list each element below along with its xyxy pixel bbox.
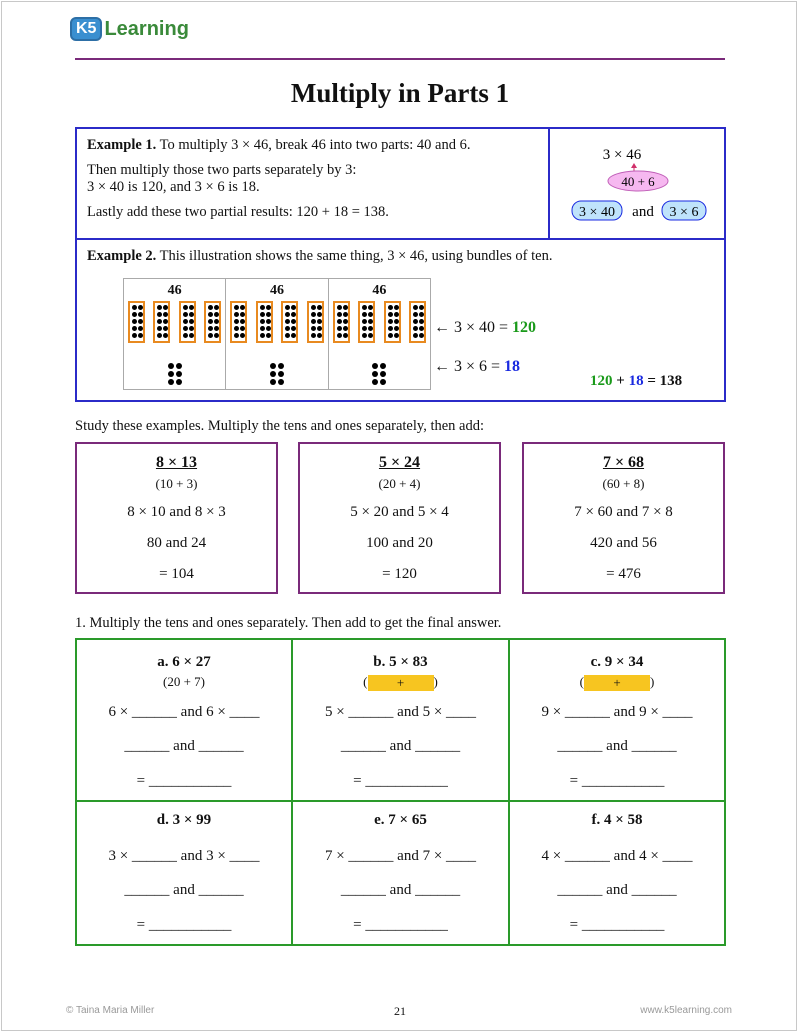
bundle-panel — [124, 279, 226, 389]
ten-bundle — [307, 301, 324, 343]
study-problem: 8 × 13 — [155, 454, 198, 471]
top-rule — [75, 58, 725, 60]
bundle-label: 46 — [372, 283, 387, 298]
ten-bundle — [204, 301, 221, 343]
parts-highlight[interactable]: + — [584, 675, 650, 691]
study-line3: = 476 — [606, 566, 641, 582]
ones-dots — [372, 363, 386, 385]
example-1-text3: 3 × 40 is 120, and 3 × 6 is 18. — [87, 179, 260, 195]
tens-product-line — [434, 319, 536, 337]
study-line1: 8 × 10 and 8 × 3 — [127, 504, 226, 520]
page-title: Multiply in Parts 1 — [290, 78, 510, 108]
ten-bundle — [384, 301, 401, 343]
study-parts: (10 + 3) — [155, 476, 198, 491]
answer-line-2[interactable]: ______ and ______ — [124, 738, 244, 754]
bundle-label: 46 — [269, 283, 284, 298]
answer-line-3[interactable]: = ___________ — [353, 773, 448, 789]
problem-parts — [293, 674, 508, 691]
study-problem: 7 × 68 — [602, 454, 645, 471]
answer-line-3[interactable]: = ___________ — [569, 773, 665, 789]
answer-line-1[interactable]: 5 × ______ and 5 × ____ — [324, 704, 477, 720]
bundle-panel — [329, 279, 430, 389]
study-line1: 5 × 20 and 5 × 4 — [350, 504, 449, 520]
problem-parts: (20 + 7) — [163, 674, 205, 689]
diagram-and: and — [632, 204, 654, 220]
study-line2: 80 and 24 — [146, 535, 207, 551]
study-problem: 5 × 24 — [378, 454, 421, 471]
diagram-left: 3 × 40 — [579, 205, 615, 220]
problem-parts — [510, 674, 724, 691]
study-parts: (20 + 4) — [378, 476, 421, 491]
ones-product-prefix: ← 3 × 6 = — [434, 358, 505, 375]
ten-bundle — [230, 301, 247, 343]
answer-line-3[interactable]: = ___________ — [569, 917, 665, 933]
problem-c — [510, 640, 724, 800]
answer-line-3[interactable]: = ___________ — [136, 773, 232, 789]
ones-product-value: 18 — [504, 358, 521, 375]
answer-line-2[interactable]: ______ and ______ — [340, 738, 461, 754]
answer-line-1[interactable]: 4 × ______ and 4 × ____ — [541, 848, 693, 864]
answer-line-3[interactable]: = ___________ — [353, 917, 448, 933]
parts-close: ) — [650, 674, 655, 689]
diagram-right: 3 × 6 — [669, 205, 699, 220]
answer-line-3[interactable]: = ___________ — [136, 917, 232, 933]
diagram-cloud: 40 + 6 — [621, 174, 655, 189]
diagram-top: 3 × 46 — [602, 147, 642, 163]
sum-a: 120 — [590, 373, 613, 389]
study-example-1 — [75, 442, 278, 594]
sum-plus: + — [612, 373, 629, 389]
ones-product-line — [434, 358, 520, 376]
bundle-panel — [226, 279, 328, 389]
study-instructions: Study these examples. Multiply the tens and ones separately, then add: — [75, 418, 484, 434]
logo-learning: Learning — [104, 17, 189, 40]
problem-label: e. 7 × 65 — [374, 812, 427, 828]
page-number: 21 — [394, 1004, 406, 1018]
split-diagram — [550, 129, 724, 238]
problem-e — [293, 802, 508, 944]
study-line3: = 120 — [382, 566, 417, 582]
question-1-instructions: 1. Multiply the tens and ones separately. Then add to get the final answer. — [75, 615, 502, 631]
parts-open: ( — [579, 674, 584, 689]
study-example-2 — [298, 442, 501, 594]
footer-website[interactable]: www.k5learning.com — [640, 1005, 732, 1016]
parts-open: ( — [363, 674, 368, 689]
example-1-text2: Then multiply those two parts separately by 3: — [87, 162, 357, 178]
answer-line-2[interactable]: ______ and ______ — [340, 882, 461, 898]
study-line1: 7 × 60 and 7 × 8 — [574, 504, 673, 520]
bundle-label: 46 — [167, 283, 182, 298]
logo-k5: K5 — [70, 17, 102, 41]
ones-dots — [168, 363, 182, 385]
problem-b — [293, 640, 508, 800]
answer-line-2[interactable]: ______ and ______ — [124, 882, 244, 898]
parts-close: ) — [433, 674, 438, 689]
problem-label: f. 4 × 58 — [591, 812, 643, 828]
ten-bundle — [409, 301, 426, 343]
sum-line — [590, 373, 682, 390]
parts-highlight[interactable]: + — [368, 675, 434, 691]
sum-b: 18 — [628, 373, 644, 389]
tens-product-prefix: ← 3 × 40 = — [434, 319, 513, 336]
ten-bundle — [256, 301, 273, 343]
example-1-text4: Lastly add these two partial results: 120 + 18 = 138. — [87, 204, 389, 220]
problem-label: a. 6 × 27 — [157, 654, 211, 670]
example-1-label: Example 1. — [87, 137, 157, 153]
problem-label: c. 9 × 34 — [590, 654, 644, 670]
bundles-illustration — [123, 278, 431, 390]
ten-bundle — [128, 301, 145, 343]
example-1-text1: To multiply 3 × 46, break 46 into two parts: 40 and 6. — [156, 137, 471, 153]
ten-bundle — [153, 301, 170, 343]
problem-f — [510, 802, 724, 944]
problem-d — [77, 802, 291, 944]
example-2-text: This illustration shows the same thing, 3 × 46, using bundles of ten. — [156, 248, 553, 264]
ten-bundle — [333, 301, 350, 343]
answer-line-1[interactable]: 7 × ______ and 7 × ____ — [324, 848, 477, 864]
problem-a — [77, 640, 291, 800]
answer-line-1[interactable]: 9 × ______ and 9 × ____ — [541, 704, 693, 720]
example-2-label: Example 2. — [87, 248, 157, 264]
ten-bundle — [179, 301, 196, 343]
k5-learning-logo — [70, 16, 189, 42]
footer-copyright: © Taina Maria Miller — [66, 1005, 155, 1016]
answer-line-2[interactable]: ______ and ______ — [557, 882, 677, 898]
answer-line-1[interactable]: 6 × ______ and 6 × ____ — [108, 704, 260, 720]
tens-product-value: 120 — [512, 319, 537, 336]
answer-line-2[interactable]: ______ and ______ — [557, 738, 677, 754]
ten-bundle — [281, 301, 298, 343]
sum-eq: = 138 — [643, 373, 683, 389]
answer-line-1[interactable]: 3 × ______ and 3 × ____ — [108, 848, 260, 864]
example-1-box — [75, 127, 550, 240]
problem-label: d. 3 × 99 — [156, 812, 212, 828]
study-line2: 420 and 56 — [590, 535, 657, 551]
ones-dots — [270, 363, 284, 385]
study-parts: (60 + 8) — [602, 476, 645, 491]
study-example-3 — [522, 442, 725, 594]
study-line3: = 104 — [159, 566, 194, 582]
ten-bundle — [358, 301, 375, 343]
study-line2: 100 and 20 — [366, 535, 433, 551]
example-1-diagram — [548, 127, 726, 240]
problem-label: b. 5 × 83 — [373, 654, 428, 670]
